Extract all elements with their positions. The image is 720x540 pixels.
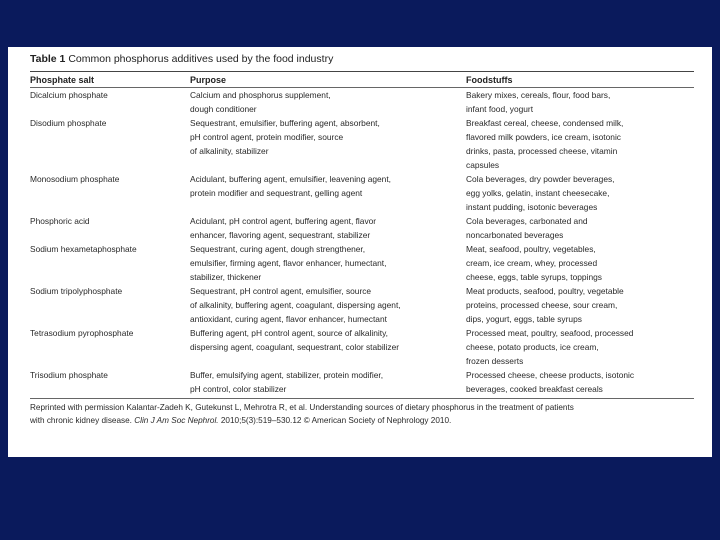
phosphate-additives-table [30, 71, 694, 396]
foodstuffs-line: Meat, seafood, poultry, vegetables, [466, 244, 596, 254]
header-phosphate-salt: Phosphate salt [30, 72, 190, 88]
foodstuffs-line: beverages, cooked breakfast cereals [466, 384, 603, 394]
phosphate-salt-cell: Monosodium phosphate [30, 174, 120, 184]
foodstuffs-cell [466, 242, 694, 284]
purpose-line: pH control, color stabilizer [190, 384, 287, 394]
foodstuffs-line: Meat products, seafood, poultry, vegetable [466, 286, 624, 296]
purpose-line: Acidulant, buffering agent, emulsifier, leavening agent, [190, 174, 391, 184]
foodstuffs-line: drinks, pasta, processed cheese, vitamin [466, 146, 618, 156]
foodstuffs-cell [466, 368, 694, 396]
purpose-cell [190, 368, 466, 396]
footnote-line2: with chronic kidney disease. [30, 416, 132, 425]
purpose-line: antioxidant, curing agent, flavor enhancer, humectant [190, 314, 387, 324]
purpose-line: emulsifier, firming agent, flavor enhancer, humectant, [190, 258, 387, 268]
foodstuffs-line: Cola beverages, dry powder beverages, [466, 174, 615, 184]
table-label: Table 1 [30, 53, 66, 65]
foodstuffs-line: egg yolks, gelatin, instant cheesecake, [466, 188, 610, 198]
footnote [30, 398, 694, 427]
purpose-line: of alkalinity, stabilizer [190, 146, 269, 156]
foodstuffs-cell [466, 326, 694, 368]
phosphate-salt-cell: Dicalcium phosphate [30, 90, 108, 100]
table-row [30, 172, 694, 214]
phosphate-salt-cell: Phosphoric acid [30, 216, 90, 226]
purpose-cell [190, 214, 466, 242]
purpose-line: Sequestrant, pH control agent, emulsifier, source [190, 286, 372, 296]
purpose-line: pH control agent, protein modifier, source [190, 132, 344, 142]
phosphate-salt-cell: Sodium tripolyphosphate [30, 286, 123, 296]
foodstuffs-line: frozen desserts [466, 356, 524, 366]
foodstuffs-line: cream, ice cream, whey, processed [466, 258, 598, 268]
table-row [30, 242, 694, 284]
footnote-journal: Clin J Am Soc Nephrol. [134, 416, 219, 425]
purpose-cell [190, 242, 466, 284]
table-caption: Common phosphorus additives used by the food industry [68, 53, 334, 65]
foodstuffs-cell [466, 214, 694, 242]
table-row [30, 116, 694, 172]
table-row [30, 214, 694, 242]
phosphate-salt-cell: Sodium hexametaphosphate [30, 244, 137, 254]
foodstuffs-cell [466, 116, 694, 172]
purpose-line: enhancer, flavoring agent, sequestrant, stabilizer [190, 230, 371, 240]
purpose-cell [190, 116, 466, 172]
purpose-line: dough conditioner [190, 104, 257, 114]
phosphate-salt-cell: Tetrasodium pyrophosphate [30, 328, 134, 338]
foodstuffs-line: instant pudding, isotonic beverages [466, 202, 598, 212]
phosphate-salt-cell: Trisodium phosphate [30, 370, 108, 380]
foodstuffs-line: proteins, processed cheese, sour cream, [466, 300, 618, 310]
purpose-line: stabilizer, thickener [190, 272, 262, 282]
phosphate-salt-cell: Disodium phosphate [30, 118, 107, 128]
foodstuffs-line: Processed meat, poultry, seafood, processed [466, 328, 634, 338]
foodstuffs-line: capsules [466, 160, 500, 170]
table-title [30, 53, 694, 66]
purpose-line: Sequestrant, curing agent, dough strengthener, [190, 244, 366, 254]
foodstuffs-line: infant food, yogurt [466, 104, 534, 114]
table-row [30, 326, 694, 368]
foodstuffs-line: Bakery mixes, cereals, flour, food bars, [466, 90, 611, 100]
foodstuffs-line: Cola beverages, carbonated and [466, 216, 588, 226]
purpose-cell [190, 172, 466, 214]
foodstuffs-cell [466, 88, 694, 117]
purpose-line: protein modifier and sequestrant, gelling agent [190, 188, 363, 198]
purpose-line: Buffering agent, pH control agent, source of alkalinity, [190, 328, 389, 338]
purpose-line: Calcium and phosphorus supplement, [190, 90, 331, 100]
purpose-line: Sequestrant, emulsifier, buffering agent, absorbent, [190, 118, 380, 128]
table-row [30, 88, 694, 117]
footnote-line1: Reprinted with permission Kalantar-Zadeh K, Gutekunst L, Mehrotra R, et al. Understanding sources of dietary phosphorus in the treatment of patients [30, 403, 574, 412]
table-body [30, 88, 694, 397]
foodstuffs-line: noncarbonated beverages [466, 230, 564, 240]
foodstuffs-line: cheese, potato products, ice cream, [466, 342, 599, 352]
purpose-cell [190, 88, 466, 117]
purpose-line: Acidulant, pH control agent, buffering agent, flavor [190, 216, 377, 226]
foodstuffs-line: Processed cheese, cheese products, isotonic [466, 370, 635, 380]
foodstuffs-line: flavored milk powders, ice cream, isotonic [466, 132, 621, 142]
foodstuffs-line: cheese, eggs, table syrups, toppings [466, 272, 602, 282]
purpose-line: of alkalinity, buffering agent, coagulant, dispersing agent, [190, 300, 401, 310]
table-row [30, 368, 694, 396]
purpose-line: Buffer, emulsifying agent, stabilizer, protein modifier, [190, 370, 384, 380]
foodstuffs-line: Breakfast cereal, cheese, condensed milk, [466, 118, 624, 128]
header-foodstuffs: Foodstuffs [466, 72, 694, 88]
purpose-cell [190, 326, 466, 368]
footnote-citation: 2010;5(3):519–530.12 © American Society of Nephrology 2010. [220, 416, 452, 425]
purpose-cell [190, 284, 466, 326]
table-header-row [30, 72, 694, 88]
foodstuffs-cell [466, 172, 694, 214]
foodstuffs-cell [466, 284, 694, 326]
table-row [30, 284, 694, 326]
header-purpose: Purpose [190, 72, 466, 88]
foodstuffs-line: dips, yogurt, eggs, table syrups [466, 314, 582, 324]
table-panel [8, 47, 712, 457]
purpose-line: dispersing agent, coagulant, sequestrant, color stabilizer [190, 342, 400, 352]
